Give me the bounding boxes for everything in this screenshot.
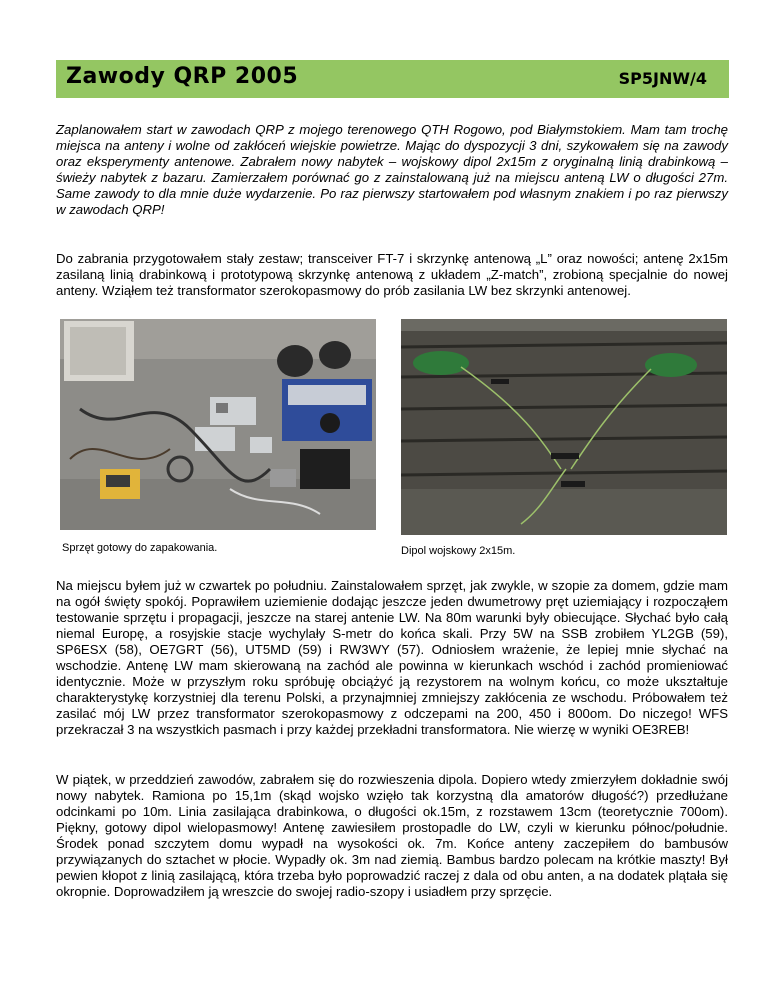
callsign: SP5JNW/4 bbox=[618, 69, 707, 88]
intro-paragraph: Zaplanowałem start w zawodach QRP z mojego terenowego QTH Rogowo, pod Białymstokiem. Mam tam trochę miejsca na anteny i wolne od zakłóceń wiejskie powietrze. Mając do dyspozycji 3 dni, szykowałem się na zawody oraz eksperymenty antenowe. Zabrałem nowy nabytek – wojskowy dipol 2x15m z oryginalną linią drabinkową – świeży nabytek z bazaru. Zamierzałem porównać go z zainstalowaną już na miejscu anteną LW o długości 27m. Same zawody to dla mnie duże wydarzenie. Po raz pierwszy startowałem pod własnym znakiem i po raz pierwszy w zawodach QRP! bbox=[56, 122, 728, 217]
photo-equipment bbox=[60, 319, 376, 530]
photo-dipole-caption: Dipol wojskowy 2x15m. bbox=[401, 545, 516, 557]
header-bar bbox=[56, 60, 729, 98]
friday-paragraph: W piątek, w przeddzień zawodów, zabrałem się do rozwieszenia dipola. Dopiero wtedy zmierzyłem dokładnie swój nowy nabytek. Ramiona po 15,1m (skąd wojsko wzięło tak korzystną dla amatorów długość?) przedłużane odcinkami po 10m. Linia zasilająca drabinkowa, o długości ok.15m, z rozstawem 13cm (teoretycznie 700om). Piękny, gotowy dipol wielopasmowy! Antenę zawiesiłem prostopadle do LW, czyli w kierunku północ/południe. Środek ponad szczytem domu wypadł na wysokości ok. 7m. Końce anteny zaczepiłem do bambusów przywiązanych do sztachet w płocie. Wypadły ok. 3m nad ziemią. Bambus bardzo polecam na krótkie maszty! Był pewien kłopot z linią zasilającą, która trzeba było poprowadzić raczej z dala od obu anten, a na dodatek plątała się okropnie. Doprowadziłem ją wreszcie do swojej radio-szopy i usiadłem przy sprzęcie. bbox=[56, 772, 728, 899]
photo-equipment-caption: Sprzęt gotowy do zapakowania. bbox=[62, 542, 218, 554]
thursday-paragraph: Na miejscu byłem już w czwartek po południu. Zainstalowałem sprzęt, jak zwykle, w szopie za domem, gdzie mam na ogół święty spokój. Poprawiłem uziemienie dodając jeszcze jeden dwumetrowy pręt uziemiający i rozpocząłem testowanie sprzętu i propagacji, jeszcze na starej antenie LW. Na 80m warunki były obiecujące. Słychać było całą niemal Europę, a rosyjskie stacje wychylały S-metr do końca skali. Przy 5W na SSB zrobiłem YL2GB (59), SP6ESX (58), OE7GRT (56), UT5MD (59) i RW3WY (57). Odniosłem wrażenie, że lepiej mnie słychać na wschodzie. Antenę LW mam skierowaną na zachód ale powinna w kierunkach wschód i zachód promieniować identycznie. Może w przyszłym roku spróbuję obciążyć ją rezystorem na wolnym końcu, co może ukształtuje charakterystykę korzystniej dla terenu Polski, a przynajmniej zmniejszy zakłócenia ze wschodu. Próbowałem też zasilać mój LW przez transformator szerokopasmowy z odczepami na 200, 450 i 800om. Do niczego! WFS przekraczał 3 na wszystkich pasmach i przy każdej przekładni transformatora. Nie wierzę w wyniki OE3REB! bbox=[56, 578, 728, 737]
equipment-paragraph: Do zabrania przygotowałem stały zestaw; transceiver FT-7 i skrzynkę antenową „L” oraz nowości; antenę 2x15m zasilaną linią drabinkową i prototypową skrzynkę antenową z układem „Z-match”, zrobioną specjalnie do nowej anteny. Wziąłem też transformator szerokopasmowy do prób zasilania LW bez skrzynki antenowej. bbox=[56, 251, 728, 298]
page-title: Zawody QRP 2005 bbox=[66, 64, 299, 89]
photo-dipole bbox=[401, 319, 727, 535]
